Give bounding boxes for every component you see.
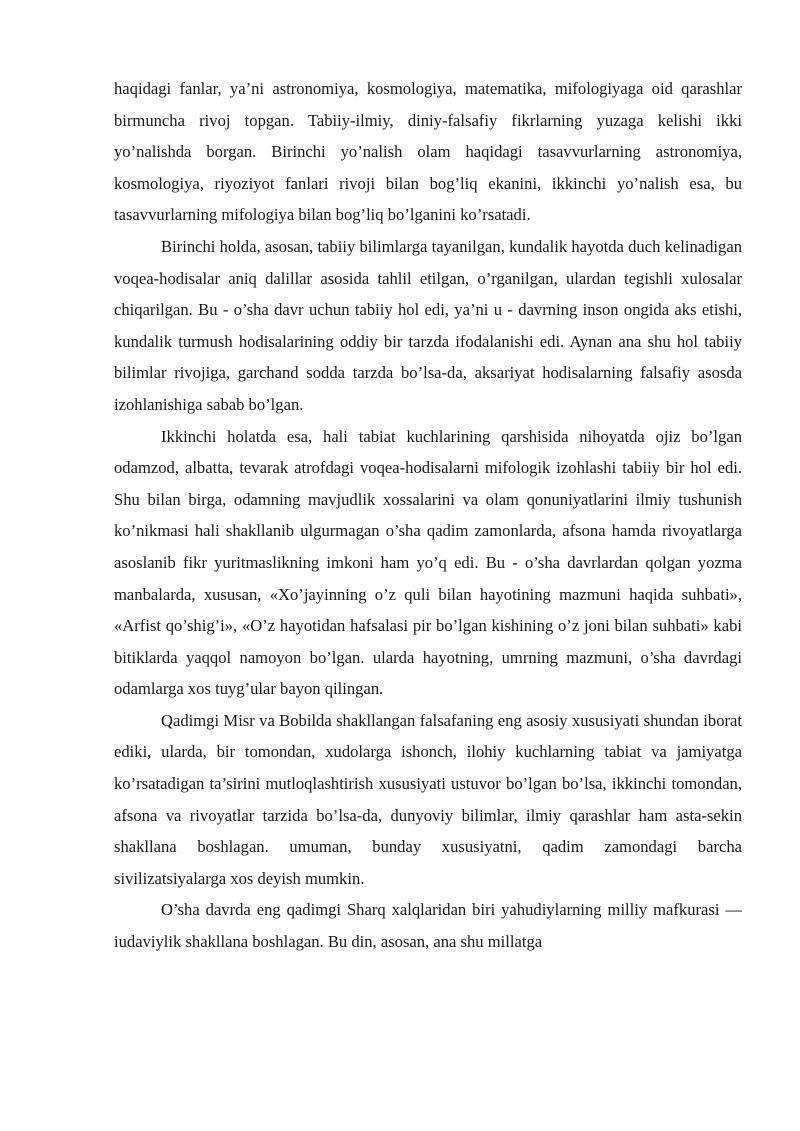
body-text [114, 73, 742, 958]
paragraph: Ikkinchi holatda esa, hali tabiat kuchlarining qarshisida nihoyatda ojiz bo’lgan odamzod, albatta, tevarak atrofdagi voqea-hodisalarni mifologik izohlashi tabiiy bir hol edi. Shu bilan birga, odamning mavjudlik xossalarini va olam qonuniyatlarini ilmiy tushunish ko’nikmasi hali shakllanib ulgurmagan o’sha qadim zamonlarda, afsona hamda rivoyatlarga asoslanib fikr yuritmaslikning imkoni ham yo’q edi. Bu - o’sha davrlardan qolgan yozma manbalarda, xususan, «Xo’jayinning o’z quli bilan hayotining mazmuni haqida suhbati», «Arfist qo’shig’i», «O’z hayotidan hafsalasi pir bo’lgan kishining o’z joni bilan suhbati» kabi bitiklarda yaqqol namoyon bo’lgan. ularda hayotning, umrning mazmuni, o’sha davrdagi odamlarga xos tuyg’ular bayon qilingan. [114, 426, 742, 699]
paragraph: Birinchi holda, asosan, tabiiy bilimlarga tayanilgan, kundalik hayotda duch kelinadigan voqea-hodisalar aniq dalillar asosida tahlil etilgan, o’rganilgan, ulardan tegishli xulosalar chiqarilgan. Bu - o’sha davr uchun tabiiy hol edi, ya’ni u - davrning inson ongida aks etishi, kundalik turmush hodisalarining oddiy bir tarzda ifodalanishi edi. Aynan ana shu hol tabiiy bilimlar rivojiga, garchand sodda tarzda bo’lsa-da, aksariyat hodisalarning falsafiy asosda izohlanishiga sabab bo’lgan. [114, 236, 742, 414]
paragraph: O’sha davrda eng qadimgi Sharq xalqlaridan biri yahudiylarning milliy mafkurasi — iudaviylik shakllana boshlagan. Bu din, asosan, ana shu millatga [114, 900, 742, 952]
paragraph-continuation: haqidagi fanlar, ya’ni astronomiya, kosmologiya, matematika, mifologiyaga oid qarashlar birmuncha rivoj topgan. Tabiiy-ilmiy, diniy-falsafiy fikrlarning yuzaga kelishi ikki yo’nalishda borgan. Birinchi yo’nalish olam haqidagi tasavvurlarning astronomiya, kosmologiya, riyoziyot fanlari rivoji bilan bog’liq ekanini, ikkinchi yo’nalish esa, bu tasavvurlarning mifologiya bilan bog’liq bo’lganini ko’rsatadi. [114, 79, 742, 225]
paragraph: Qadimgi Misr va Bobilda shakllangan falsafaning eng asosiy xususiyati shundan iborat ediki, ularda, bir tomondan, xudolarga ishonch, ilohiy kuchlarning tabiat va jamiyatga ko’rsatadigan ta’sirini mutloqlashtirish xususiyati ustuvor bo’lgan bo’lsa, ikkinchi tomondan, afsona va rivoyatlar tarzida bo’lsa-da, dunyoviy bilimlar, ilmiy qarashlar ham asta-sekin shakllana boshlagan. umuman, bunday xususiyatni, qadim zamondagi barcha sivilizatsiyalarga xos deyish mumkin. [114, 710, 742, 888]
